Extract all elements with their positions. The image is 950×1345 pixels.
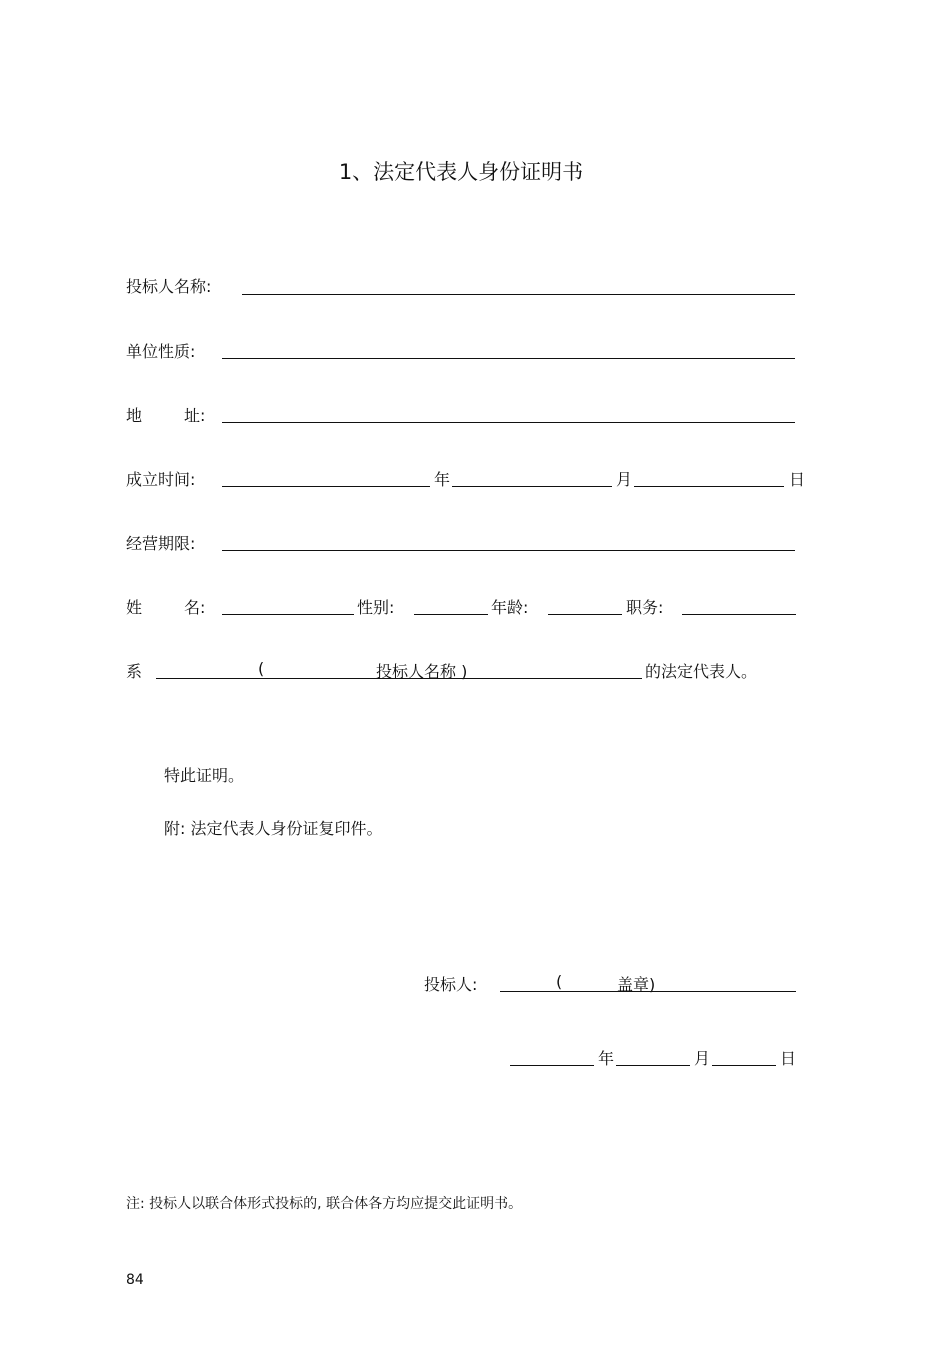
age-blank (548, 614, 622, 615)
signature-month-blank (616, 1065, 690, 1066)
established-month-blank (452, 486, 612, 487)
age-label: 年龄: (491, 598, 529, 617)
signature-seal-label: 盖章) (617, 975, 656, 994)
business-term-blank (222, 550, 795, 551)
name-label-b: 名: (184, 598, 206, 617)
gender-label: 性别: (357, 598, 395, 617)
established-label: 成立时间: (126, 470, 196, 489)
relation-paren-open: ( (258, 659, 265, 678)
page-number: 84 (126, 1272, 144, 1288)
established-year-blank (222, 486, 430, 487)
name-blank (222, 614, 354, 615)
signature-year-blank (510, 1065, 594, 1066)
relation-prefix: 系 (126, 662, 143, 681)
attachment-statement: 附: 法定代表人身份证复印件。 (164, 819, 383, 838)
bidder-name-label: 投标人名称: (126, 277, 212, 296)
bidder-name-blank (242, 294, 795, 295)
established-year-label: 年 (434, 470, 451, 489)
established-month-label: 月 (616, 470, 633, 489)
position-label: 职务: (626, 598, 664, 617)
gender-blank (414, 614, 488, 615)
established-day-blank (634, 486, 784, 487)
unit-nature-label: 单位性质: (126, 342, 196, 361)
position-blank (682, 614, 796, 615)
signature-paren-open: ( (556, 972, 563, 991)
signature-day-label: 日 (780, 1049, 797, 1068)
relation-inner-label: 投标人名称 ) (376, 662, 468, 681)
signature-day-blank (712, 1065, 776, 1066)
signature-year-label: 年 (598, 1049, 615, 1068)
established-day-label: 日 (789, 470, 806, 489)
relation-suffix: 的法定代表人。 (645, 662, 758, 681)
signature-month-label: 月 (694, 1049, 711, 1068)
signature-bidder-label: 投标人: (424, 975, 478, 994)
unit-nature-blank (222, 358, 795, 359)
address-label-b: 址: (184, 406, 206, 425)
address-blank (222, 422, 795, 423)
address-label-a: 地 (126, 406, 143, 425)
footnote: 注: 投标人以联合体形式投标的, 联合体各方均应提交此证明书。 (126, 1196, 523, 1212)
name-label-a: 姓 (126, 598, 143, 617)
certify-statement: 特此证明。 (164, 766, 245, 785)
page-title: 1、法定代表人身份证明书 (338, 160, 584, 184)
business-term-label: 经营期限: (126, 534, 196, 553)
